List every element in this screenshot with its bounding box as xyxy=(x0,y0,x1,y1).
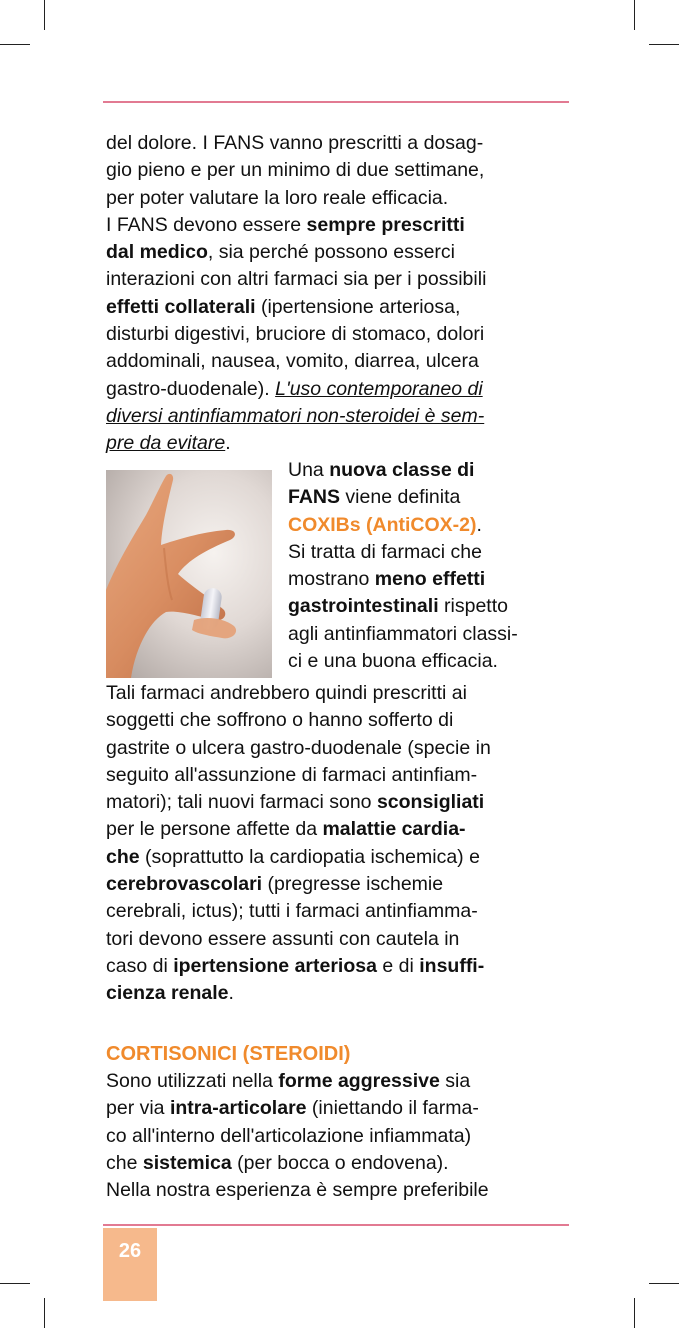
crop-mark xyxy=(634,0,635,30)
text-line: interazioni con altri farmaci sia per i possibili xyxy=(106,268,487,291)
section-heading-cortisonici: CORTISONICI (STEROIDI) xyxy=(106,1043,351,1065)
paragraph-cortisonici xyxy=(106,1068,566,1204)
text-line: addominali, nausea, vomito, diarrea, ulcera xyxy=(106,350,479,373)
text-line: cienza renale. xyxy=(106,982,234,1005)
text-line: del dolore. I FANS vanno prescritti a dosag- xyxy=(106,132,484,154)
text-line: seguito all'assunzione di farmaci antinfiam- xyxy=(106,763,478,786)
bottom-rule xyxy=(103,1224,569,1226)
hand-capsule-photo xyxy=(106,470,272,678)
text-line: Tali farmaci andrebbero quindi prescritti ai xyxy=(106,682,467,704)
text-line: Una nuova classe di xyxy=(288,459,475,481)
text-line: gastrointestinali rispetto xyxy=(288,595,508,618)
text-line: che (soprattutto la cardiopatia ischemica) e xyxy=(106,845,480,868)
text-line: agli antinfiammatori classi- xyxy=(288,622,518,645)
top-rule xyxy=(103,101,569,103)
text-line: COXIBs (AntiCOX-2). xyxy=(288,513,482,536)
text-line: diversi antinfiammatori non-steroidei è sem- xyxy=(106,404,485,427)
text-line: per via intra-articolare (iniettando il farma- xyxy=(106,1097,479,1120)
text-line: I FANS devono essere sempre prescritti xyxy=(106,213,465,236)
text-line: soggetti che soffrono o hanno sofferto di xyxy=(106,709,454,732)
text-line: Nella nostra esperienza è sempre preferibile xyxy=(106,1179,489,1202)
text-line: che sistemica (per bocca o endovena). xyxy=(106,1151,449,1174)
crop-mark xyxy=(44,1298,45,1328)
text-line: caso di ipertensione arteriosa e di insuffi- xyxy=(106,954,485,977)
text-line: mostrano meno effetti xyxy=(288,568,486,591)
text-line: Sono utilizzati nella forme aggressive sia xyxy=(106,1070,471,1092)
text-line: FANS viene definita xyxy=(288,486,461,509)
text-line: dal medico, sia perché possono esserci xyxy=(106,241,456,264)
hand-capsule-illustration xyxy=(106,470,272,678)
text-line: pre da evitare. xyxy=(106,432,231,455)
text-line: cerebrali, ictus); tutti i farmaci antinfiamma- xyxy=(106,900,478,923)
text-line: gio pieno e per un minimo di due settimane, xyxy=(106,159,485,182)
crop-mark xyxy=(0,44,30,45)
crop-mark xyxy=(649,44,679,45)
text-line: co all'interno dell'articolazione infiammata) xyxy=(106,1124,472,1147)
text-line: ci e una buona efficacia. xyxy=(288,650,498,673)
text-line: per le persone affette da malattie cardia- xyxy=(106,818,466,841)
crop-mark xyxy=(649,1283,679,1284)
text-line: gastrite o ulcera gastro-duodenale (specie in xyxy=(106,736,491,759)
text-line: disturbi digestivi, bruciore di stomaco, dolori xyxy=(106,323,485,346)
crop-mark xyxy=(0,1283,30,1284)
text-line: gastro-duodenale). L'uso contemporaneo di xyxy=(106,377,483,400)
text-line: Si tratta di farmaci che xyxy=(288,540,482,563)
paragraph-coxib-use xyxy=(106,680,566,1008)
text-line: effetti collaterali (ipertensione arteriosa, xyxy=(106,295,461,318)
crop-mark xyxy=(634,1298,635,1328)
text-line: per poter valutare la loro reale efficacia. xyxy=(106,186,449,209)
page-number-box xyxy=(103,1228,157,1301)
paragraph-fans xyxy=(106,130,566,458)
page-number: 26 xyxy=(118,1240,142,1262)
text-line: matori); tali nuovi farmaci sono sconsigliati xyxy=(106,791,485,814)
text-line: tori devono essere assunti con cautela in xyxy=(106,927,460,950)
crop-mark xyxy=(44,0,45,30)
text-line: cerebrovascolari (pregresse ischemie xyxy=(106,873,444,896)
coxib-sidebar-text xyxy=(288,457,568,675)
